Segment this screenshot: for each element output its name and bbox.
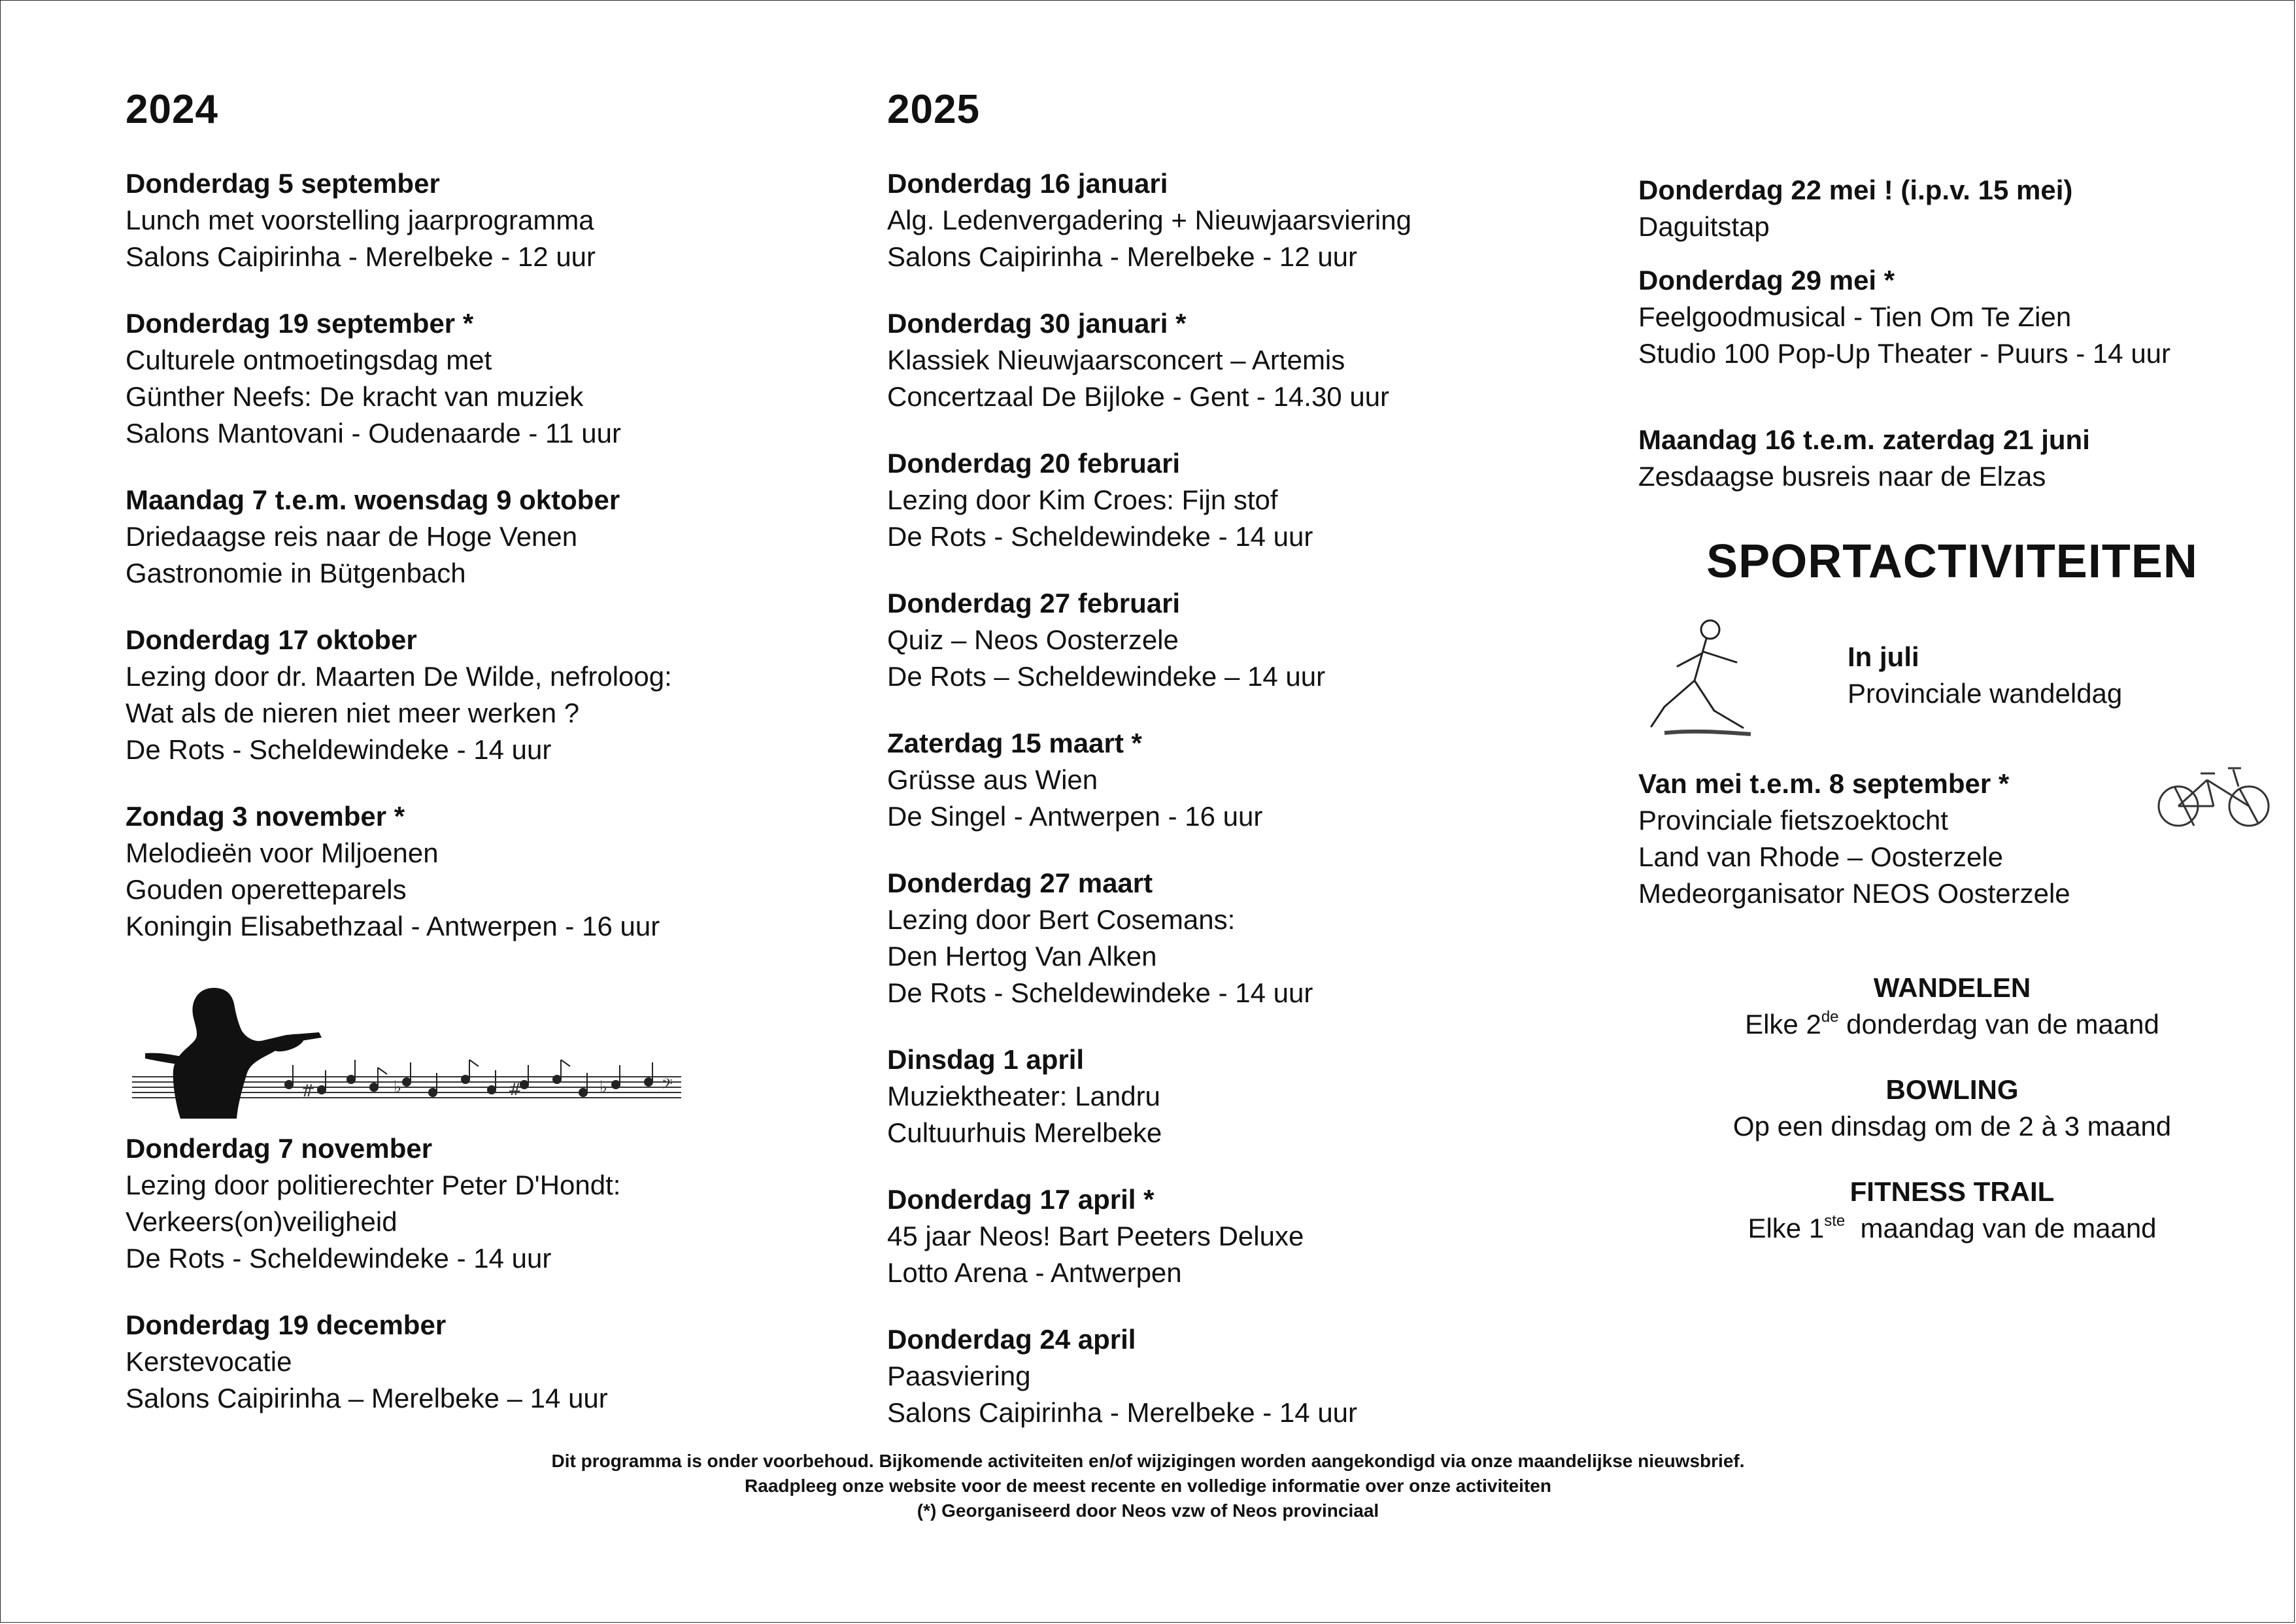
event-detail-line: Quiz – Neos Oosterzele bbox=[887, 624, 1179, 655]
sport-walk-text bbox=[1848, 639, 2122, 712]
sport-bike-line: Provinciale fietszoektocht bbox=[1638, 805, 1948, 836]
event-detail-line: Günther Neefs: De kracht van muziek bbox=[126, 381, 584, 412]
event-date: Donderdag 19 december bbox=[126, 1310, 447, 1340]
event-date: Donderdag 7 november bbox=[126, 1133, 433, 1164]
event-detail-line: Verkeers(on)veiligheid bbox=[126, 1206, 397, 1237]
year-heading-2025: 2025 bbox=[887, 87, 980, 132]
event-date: Donderdag 27 februari bbox=[887, 588, 1181, 618]
event-detail-line: Melodieën voor Miljoenen bbox=[126, 837, 439, 868]
sport-activities-title: SPORTACTIVITEITEN bbox=[1706, 535, 2198, 588]
event-date: Donderdag 22 mei ! (i.p.v. 15 mei) bbox=[1638, 175, 2073, 205]
event-detail-line: Concertzaal De Bijloke - Gent - 14.30 uur bbox=[887, 381, 1390, 412]
walking-figure-icon bbox=[1638, 615, 1756, 739]
event-date: Zondag 3 november * bbox=[126, 801, 405, 832]
events-list-2025-continued bbox=[1638, 172, 2266, 495]
svg-text:#: # bbox=[301, 1081, 315, 1101]
event-item bbox=[1638, 172, 2266, 245]
violinist-music-staff-illustration bbox=[126, 975, 688, 1119]
event-detail-line: De Rots - Scheldewindeke - 14 uur bbox=[126, 1243, 552, 1274]
event-item bbox=[887, 725, 1580, 835]
event-date: Donderdag 5 september bbox=[126, 168, 440, 199]
bicycle-icon bbox=[2155, 760, 2272, 832]
event-date: Donderdag 17 april * bbox=[887, 1184, 1155, 1215]
event-detail-line: Salons Caipirinha – Merelbeke – 14 uur bbox=[126, 1383, 608, 1413]
event-date: Donderdag 27 maart bbox=[887, 868, 1153, 898]
sport-walking-pre: Elke 2 bbox=[1745, 1009, 1821, 1040]
event-date: Donderdag 20 februari bbox=[887, 448, 1181, 479]
event-detail-line: Lotto Arena - Antwerpen bbox=[887, 1257, 1182, 1288]
event-item bbox=[126, 1307, 819, 1417]
event-detail-line: Salons Caipirinha - Merelbeke - 12 uur bbox=[887, 241, 1358, 272]
event-item bbox=[126, 1130, 819, 1277]
sport-bowling-line: Op een dinsdag om de 2 à 3 maand bbox=[1732, 1111, 2172, 1142]
event-date: Donderdag 29 mei * bbox=[1638, 265, 1895, 296]
column-2025-continued bbox=[1638, 172, 2266, 1276]
event-detail-line: Koningin Elisabethzaal - Antwerpen - 16 uur bbox=[126, 911, 660, 941]
event-detail-line: De Rots - Scheldewindeke - 14 uur bbox=[887, 977, 1313, 1008]
event-detail-line: Kerstevocatie bbox=[126, 1346, 292, 1377]
event-detail-line: Lezing door politierechter Peter D'Hondt: bbox=[126, 1170, 621, 1200]
event-date: Donderdag 24 april bbox=[887, 1324, 1136, 1355]
sport-bowling-head: BOWLING bbox=[1885, 1074, 2019, 1105]
event-detail-line: Gastronomie in Bütgenbach bbox=[126, 558, 466, 588]
event-date: Donderdag 19 september * bbox=[126, 308, 474, 339]
sport-fitness-head: FITNESS TRAIL bbox=[1849, 1176, 2055, 1207]
event-item bbox=[887, 445, 1580, 555]
event-detail-line: Lezing door Kim Croes: Fijn stof bbox=[887, 484, 1278, 515]
event-detail-line: De Rots - Scheldewindeke - 14 uur bbox=[126, 734, 552, 765]
event-detail-line: Lezing door Bert Cosemans: bbox=[887, 904, 1236, 935]
sport-bike-line: Medeorganisator NEOS Oosterzele bbox=[1638, 878, 2070, 909]
event-detail-line: Alg. Ledenvergadering + Nieuwjaarsviering bbox=[887, 205, 1411, 235]
event-date: Donderdag 17 oktober bbox=[126, 624, 417, 655]
event-detail-line: Lunch met voorstelling jaarprogramma bbox=[126, 205, 594, 235]
event-detail-line: Lezing door dr. Maarten De Wilde, nefroloog: bbox=[126, 661, 672, 692]
events-list-2024-a bbox=[126, 165, 819, 945]
event-detail-line: Salons Mantovani - Oudenaarde - 11 uur bbox=[126, 418, 622, 448]
footer-line: Raadpleeg onze website voor de meest recente en volledige informatie over onze activiteiten bbox=[745, 1476, 1551, 1496]
event-item bbox=[887, 305, 1580, 415]
event-detail-line: Driedaagse reis naar de Hoge Venen bbox=[126, 521, 578, 552]
sport-walking-head: WANDELEN bbox=[1873, 972, 2031, 1003]
event-date: Donderdag 30 januari * bbox=[887, 308, 1187, 339]
year-heading-2024: 2024 bbox=[126, 87, 218, 132]
event-date: Donderdag 16 januari bbox=[887, 168, 1168, 199]
event-detail-line: Paasviering bbox=[887, 1361, 1031, 1391]
event-detail-line: Feelgoodmusical - Tien Om Te Zien bbox=[1638, 301, 2072, 332]
footer-line: Dit programma is onder voorbehoud. Bijkomende activiteiten en/of wijzigingen worden aangekondigd via onze maandelijkse nieuwsbrief. bbox=[551, 1451, 1745, 1471]
sport-walking-line bbox=[1638, 1006, 2266, 1043]
event-date: Dinsdag 1 april bbox=[887, 1044, 1085, 1075]
event-detail-line: Salons Caipirinha - Merelbeke - 12 uur bbox=[126, 241, 596, 272]
event-detail-line: Zesdaagse busreis naar de Elzas bbox=[1638, 461, 2046, 492]
event-detail-line: De Rots - Scheldewindeke - 14 uur bbox=[887, 521, 1313, 552]
sport-walking-post: donderdag van de maand bbox=[1838, 1009, 2159, 1040]
sport-walk-block bbox=[1638, 615, 2266, 739]
event-item bbox=[126, 482, 819, 592]
svg-text:𝄢: 𝄢 bbox=[662, 1076, 673, 1096]
event-detail-line: Wat als de nieren niet meer werken ? bbox=[126, 698, 580, 728]
event-detail-line: De Singel - Antwerpen - 16 uur bbox=[887, 801, 1263, 832]
event-date: Zaterdag 15 maart * bbox=[887, 728, 1142, 758]
event-detail-line: Gouden operetteparels bbox=[126, 874, 407, 905]
footer-disclaimer bbox=[1, 1449, 2295, 1523]
column-2025 bbox=[887, 86, 1580, 1461]
event-detail-line: Daguitstap bbox=[1638, 211, 1770, 242]
event-detail-line: De Rots – Scheldewindeke – 14 uur bbox=[887, 661, 1326, 692]
event-item bbox=[126, 305, 819, 452]
event-item bbox=[126, 165, 819, 275]
sport-fitness-post: maandag van de maand bbox=[1845, 1213, 2157, 1243]
event-detail-line: Den Hertog Van Alken bbox=[887, 941, 1157, 972]
event-date: Maandag 16 t.e.m. zaterdag 21 juni bbox=[1638, 424, 2090, 455]
event-detail-line: Klassiek Nieuwjaarsconcert – Artemis bbox=[887, 345, 1345, 375]
event-item bbox=[126, 798, 819, 945]
event-item bbox=[887, 1321, 1580, 1431]
sport-walking-sup: de bbox=[1821, 1008, 1839, 1026]
svg-text:♭: ♭ bbox=[599, 1077, 608, 1097]
event-item bbox=[887, 1181, 1580, 1291]
sport-bike-line: Land van Rhode – Oosterzele bbox=[1638, 841, 2004, 872]
event-item bbox=[887, 165, 1580, 275]
footer-line: (*) Georganiseerd door Neos vzw of Neos provinciaal bbox=[917, 1500, 1379, 1521]
event-detail-line: Salons Caipirinha - Merelbeke - 14 uur bbox=[887, 1397, 1358, 1428]
event-detail-line: Cultuurhuis Merelbeke bbox=[887, 1117, 1162, 1148]
column-2024 bbox=[126, 86, 819, 1447]
sport-bowling-block bbox=[1638, 1072, 2266, 1145]
sport-fitness-line bbox=[1638, 1210, 2266, 1247]
event-item bbox=[1638, 422, 2266, 495]
events-list-2024-b bbox=[126, 1130, 819, 1417]
event-item bbox=[887, 585, 1580, 695]
sport-walking-block bbox=[1638, 970, 2266, 1043]
event-detail-line: Studio 100 Pop-Up Theater - Puurs - 14 uur bbox=[1638, 338, 2171, 369]
svg-text:♭: ♭ bbox=[394, 1077, 402, 1097]
event-item bbox=[887, 1041, 1580, 1151]
event-detail-line: Grüsse aus Wien bbox=[887, 764, 1098, 795]
sport-walk-head: In juli bbox=[1848, 641, 1919, 672]
sport-walk-line: Provinciale wandeldag bbox=[1848, 678, 2123, 709]
sport-fitness-sup: ste bbox=[1824, 1212, 1846, 1230]
event-item bbox=[887, 865, 1580, 1011]
event-detail-line: Culturele ontmoetingsdag met bbox=[126, 345, 492, 375]
event-detail-line: 45 jaar Neos! Bart Peeters Deluxe bbox=[887, 1221, 1304, 1251]
sport-fitness-pre: Elke 1 bbox=[1747, 1213, 1825, 1243]
event-item bbox=[1638, 262, 2266, 372]
event-item bbox=[126, 622, 819, 768]
event-detail-line: Muziektheater: Landru bbox=[887, 1081, 1160, 1111]
sport-bike-block bbox=[1638, 766, 2266, 912]
sport-bike-head: Van mei t.e.m. 8 september * bbox=[1638, 768, 2010, 799]
sport-fitness-block bbox=[1638, 1174, 2266, 1247]
event-date: Maandag 7 t.e.m. woensdag 9 oktober bbox=[126, 484, 620, 515]
events-list-2025 bbox=[887, 165, 1580, 1431]
svg-text:#: # bbox=[508, 1080, 522, 1100]
